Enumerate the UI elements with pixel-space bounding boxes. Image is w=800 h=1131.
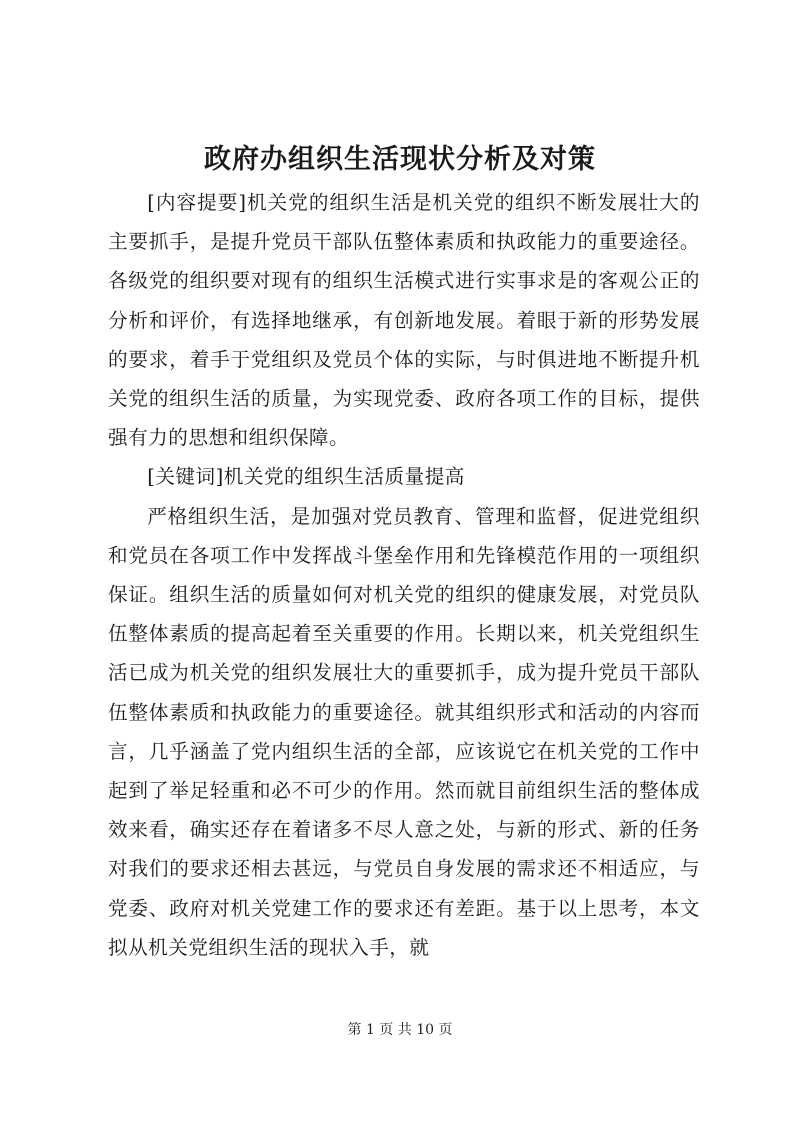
page-number-footer: 第 1 页 共 10 页	[347, 1022, 453, 1038]
abstract-paragraph: [内容提要]机关党的组织生活是机关党的组织不断发展壮大的主要抓手，是提升党员干部队伍整体素质和执政能力的重要途径。各级党的组织要对现有的组织生活模式进行实事求是的客观公正的分析和评价，有选择地继承，有创新地发展。着眼于新的形势发展的要求，着手于党组织及党员个体的实际，与时俱进地不断提升机关党的组织生活的质量，为实现党委、政府各项工作的目标，提供强有力的思想和组织保障。	[108, 191, 700, 450]
keywords-paragraph: [关键词]机关党的组织生活质量提高	[147, 465, 465, 489]
body-paragraph: 严格组织生活，是加强对党员教育、管理和监督，促进党组织和党员在各项工作中发挥战斗堡垒作用和先锋模范作用的一项组织保证。组织生活的质量如何对机关党的组织的健康发展，对党员队伍整体素质的提高起着至关重要的作用。长期以来，机关党组织生活已成为机关党的组织发展壮大的重要抓手，成为提升党员干部队伍整体素质和执政能力的重要途径。就其组织形式和活动的内容而言，几乎涵盖了党内组织生活的全部，应该说它在机关党的工作中起到了举足轻重和必不可少的作用。然而就目前组织生活的整体成效来看，确实还存在着诸多不尽人意之处，与新的形式、新的任务对我们的要求还相去甚远，与党员自身发展的需求还不相适应，与党委、政府对机关党建工作的要求还有差距。基于以上思考，本文拟从机关党组织生活的现状入手，就	[108, 504, 700, 959]
document-title: 政府办组织生活现状分析及对策	[204, 144, 596, 175]
document-body	[108, 183, 700, 967]
